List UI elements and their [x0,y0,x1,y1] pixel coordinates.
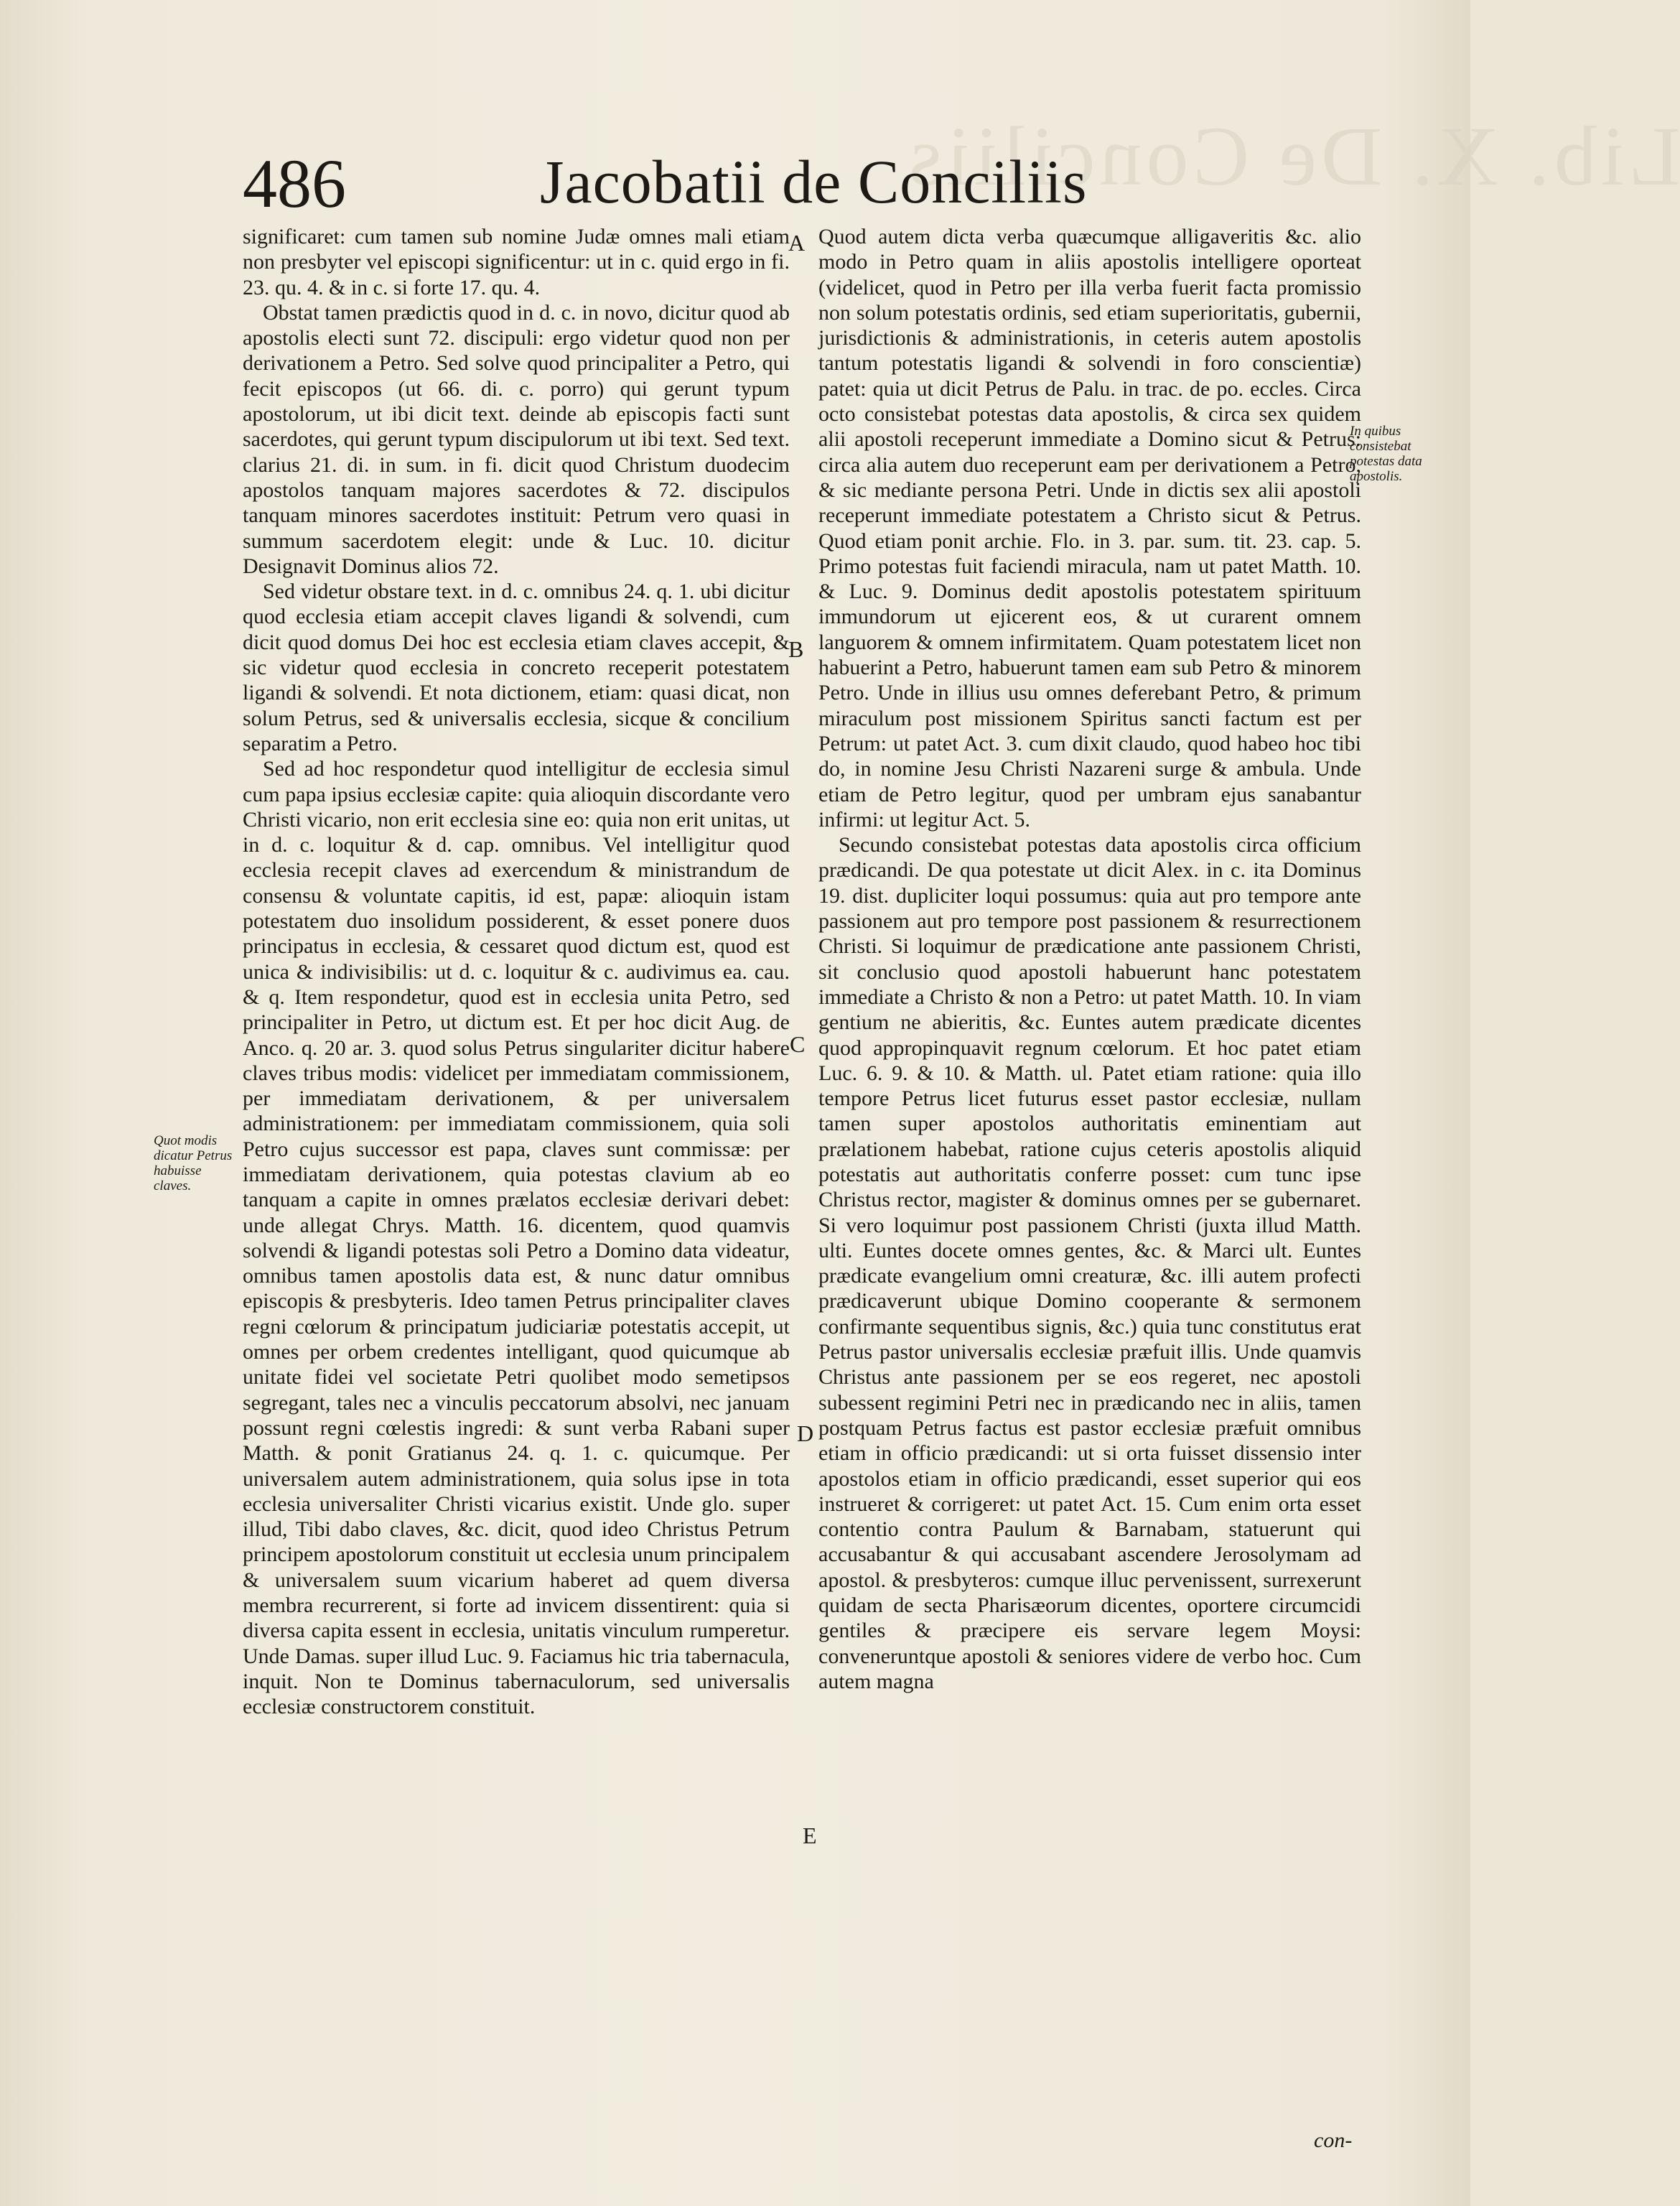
margin-note-right: In quibus consistebat potestas data apostolis. [1350,424,1422,484]
section-marker-e: E [803,1823,817,1848]
bleed-through-text: Lib. X. De Conciliis [905,109,1680,203]
section-marker-a: A [788,230,806,256]
left-column [243,224,790,1720]
paragraph: Obstat tamen prædictis quod in d. c. in novo, dicitur quod ab apostolis electi sunt 72. discipuli: ergo videtur quod non per derivationem a Petro. Sed solve quod principaliter a Petro, qui fecit episcopos (ut 66. di. c. porro) qui gerunt typum apostolorum, ut ibi dicit text. deinde ab episcopis facti sunt sacerdotes, qui gerunt typum discipulorum ut ibi text. Sed text. clarius 21. di. in sum. in fi. dicit quod Christum duodecim apostolos tanquam majores sacerdotes & 72. discipulos tanquam minores sacerdotes instituit: Petrum vero quasi in summum sacerdotem elegit: unde & Luc. 10. dicitur Designavit Dominus alios 72. [243,300,790,578]
page-number: 486 [243,145,346,222]
paragraph: Sed ad hoc respondetur quod intelligitur de ecclesia simul cum papa ipsius ecclesiæ capite: quia alioquin discordante vero Christi vicario, non erit ecclesia sine eo: quia non erit unitas, ut in d. c. loquitur & d. cap. omnibus. Vel intelligitur quod ecclesia recepit claves ad exercendum & ministrandum de consensu & voluntate capitis, id est, papæ: alioquin istam potestatem duo insolidum possiderent, & esset ponere duos principatus in ecclesia, & cessaret quod dictum est, quod est unica & indivisibilis: ut d. c. loquitur & c. audivimus ea. cau. & q. Item respondetur, quod est in ecclesia unita Petro, sed principaliter in Petro, ut dictum est. Et per hoc dicit Aug. de Anco. q. 20 ar. 3. quod solus Petrus singulariter dicitur habere claves tribus modis: videlicet per immediatam commissionem, per immediatam derivationem, & per universalem administrationem: per immediatam commissionem, quia soli Petro cujus successor est papa, claves sunt commissæ: per immediatam derivationem, quia potestas clavium ab eo tanquam a capite in omnes prælatos ecclesiæ derivari debet: unde allegat Chrys. Matth. 16. dicentem, quod quamvis solvendi & ligandi potestas soli Petro a Domino data videatur, omnibus tamen apostolis data est, & nunc datur omnibus episcopis & presbyteris. Ideo tamen Petrus principaliter claves regni cœlorum & principatum judiciariæ potestatis accepit, ut omnes per orbem credentes intelligant, quod quicumque ab unitate fidei vel societate Petri quolibet modo semetipsos segregant, tales nec a vinculis peccatorum absolvi, nec januam possunt regni cœlestis ingredi: & sunt verba Rabani super Matth. & ponit Gratianus 24. q. 1. c. quicumque. Per universalem autem administrationem, quia solus ipse in tota ecclesia universaliter Christi vicarius existit. Unde glo. super illud, Tibi dabo claves, &c. dicit, quod ideo Christus Petrum principem apostolorum constituit ut ecclesia unum principalem & universalem suum vicarium haberet ad quem diversa membra recurrerent, si forte ad invicem dissentirent: quia si diversa capita essent in ecclesia, unitatis vinculum rumperetur. Unde Damas. super illud Luc. 9. Faciamus hic tria tabernacula, inquit. Non te Dominus tabernaculorum, sed universalis ecclesiæ constructorem constituit. [243,757,790,1719]
section-marker-c: C [790,1031,806,1057]
paragraph: Sed videtur obstare text. in d. c. omnibus 24. q. 1. ubi dicitur quod ecclesia etiam accepit claves ligandi & solvendi, cum dicit quod domus Dei hoc est ecclesia etiam claves accepit, & sic videtur quod ecclesia in concreto receperit potestatem ligandi & solvendi. Et nota dictionem, etiam: quasi dicat, non solum Petrus, sed & universalis ecclesia, sicque & concilium separatim a Petro. [243,580,790,755]
margin-note-left: Quot modis dicatur Petrus habuisse claves. [154,1133,233,1193]
right-column [818,224,1361,1694]
section-marker-b: B [788,636,804,662]
paragraph: significaret: cum tamen sub nomine Judæ omnes mali etiam non presbyter vel episcopi significentur: ut in c. quid ergo in fi. 23. qu. 4. & in c. si forte 17. qu. 4. [243,225,790,299]
running-title: Jacobatii de Conciliis [540,147,1088,216]
paragraph: Secundo consistebat potestas data apostolis circa officium prædicandi. De qua potestate ut dicit Alex. in c. ita Dominus 19. dist. dupliciter loqui possumus: quia aut pro tempore ante passionem aut pro tempore post passionem & resurrectionem Christi. Si loquimur de prædicatione ante passionem Christi, sit conclusio quod apostoli habuerunt hanc potestatem immediate a Christo & non a Petro: ut patet Matth. 10. In viam gentium ne abieritis, &c. Euntes autem prædicate dicentes quod appropinquavit regnum cœlorum. Et hoc patet etiam Luc. 6. 9. & 10. & Matth. ul. Patet etiam ratione: quia illo tempore Petrus licet futurus esset pastor ecclesiæ, nullam tamen super apostolos authoritatis eminentiam aut prælationem habebat, ratione cujus ceteris apostolis aliquid potestatis aut authoritatis conferre posset: cum tunc ipse Christus rector, magister & dominus omnes per se gubernaret. Si vero loquimur post passionem Christi (juxta illud Matth. ulti. Euntes docete omnes gentes, &c. & Marci ult. Euntes prædicate evangelium omni creaturæ, &c. illi autem profecti prædicaverunt ubique Domino cooperante & sermonem confirmante sequentibus signis, &c.) quia tunc constitutus erat Petrus pastor universalis ecclesiæ præfuit illis. Unde quamvis Christus ante passionem per se eos regeret, nec apostoli subessent regimini Petri nec in prædicando nec in aliis, tamen postquam Petrus factus est pastor ecclesiæ præfuit omnibus etiam in officio prædicandi: ut si orta fuisset dissensio inter apostolos etiam in officio prædicandi, esset superior qui eos instrueret & corrigeret: ut patet Act. 15. Cum enim orta esset contentio contra Paulum & Barnabam, statuerunt qui accusabantur & qui accusabant ascendere Jerosolymam ad apostol. & presbyteros: cumque illuc pervenissent, surrexerunt quidam de secta Pharisæorum dicentes, oportere circumcidi gentiles & præcipere eis servare legem Moysi: conveneruntque apostoli & seniores videre de verbo hoc. Cum autem magna [818,833,1361,1693]
section-marker-d: D [797,1420,814,1446]
catchword: con- [1314,2128,1353,2152]
paragraph: Quod autem dicta verba quæcumque alligaveritis &c. alio modo in Petro quam in aliis apostolis intelligere oporteat (videlicet, quod in Petro per illa verba fuerit facta promissio non solum potestatis ordinis, sed etiam superioritatis, gubernii, jurisdictionis & administrationis, in ceteris autem apostolis tantum potestatis ligandi & solvendi in foro conscientiæ) patet: quia ut dicit Petrus de Palu. in trac. de po. eccles. Circa octo consistebat potestas data apostolis, & circa sex quidem alii apostoli receperunt immediate a Domino sicut & Petrus: circa alia autem duo receperunt eam per derivationem a Petro, & sic mediante persona Petri. Unde in dictis sex alii apostoli receperunt immediate potestatem a Christo sicut & Petrus. Quod etiam ponit archie. Flo. in 3. par. sum. tit. 23. cap. 5. Primo potestas fuit faciendi miracula, nam ut patet Matth. 10. & Luc. 9. Dominus dedit apostolis potestatem spirituum immundorum ut ejicerent eos, & ut curarent omnem languorem & omnem infirmitatem. Quam potestatem licet non habuerint a Petro, habuerunt tamen eam sub Petro & minorem Petro. Unde in illius usu omnes deferebant Petro, & primum miraculum post missionem Spiritus sancti factum est per Petrum: ut patet Act. 3. cum dixit claudo, quod habeo hoc tibi do, in nomine Jesu Christi Nazareni surge & ambula. Unde etiam de Petro legitur, quod per umbram ejus sanabantur infirmi: ut legitur Act. 5. [818,225,1361,832]
